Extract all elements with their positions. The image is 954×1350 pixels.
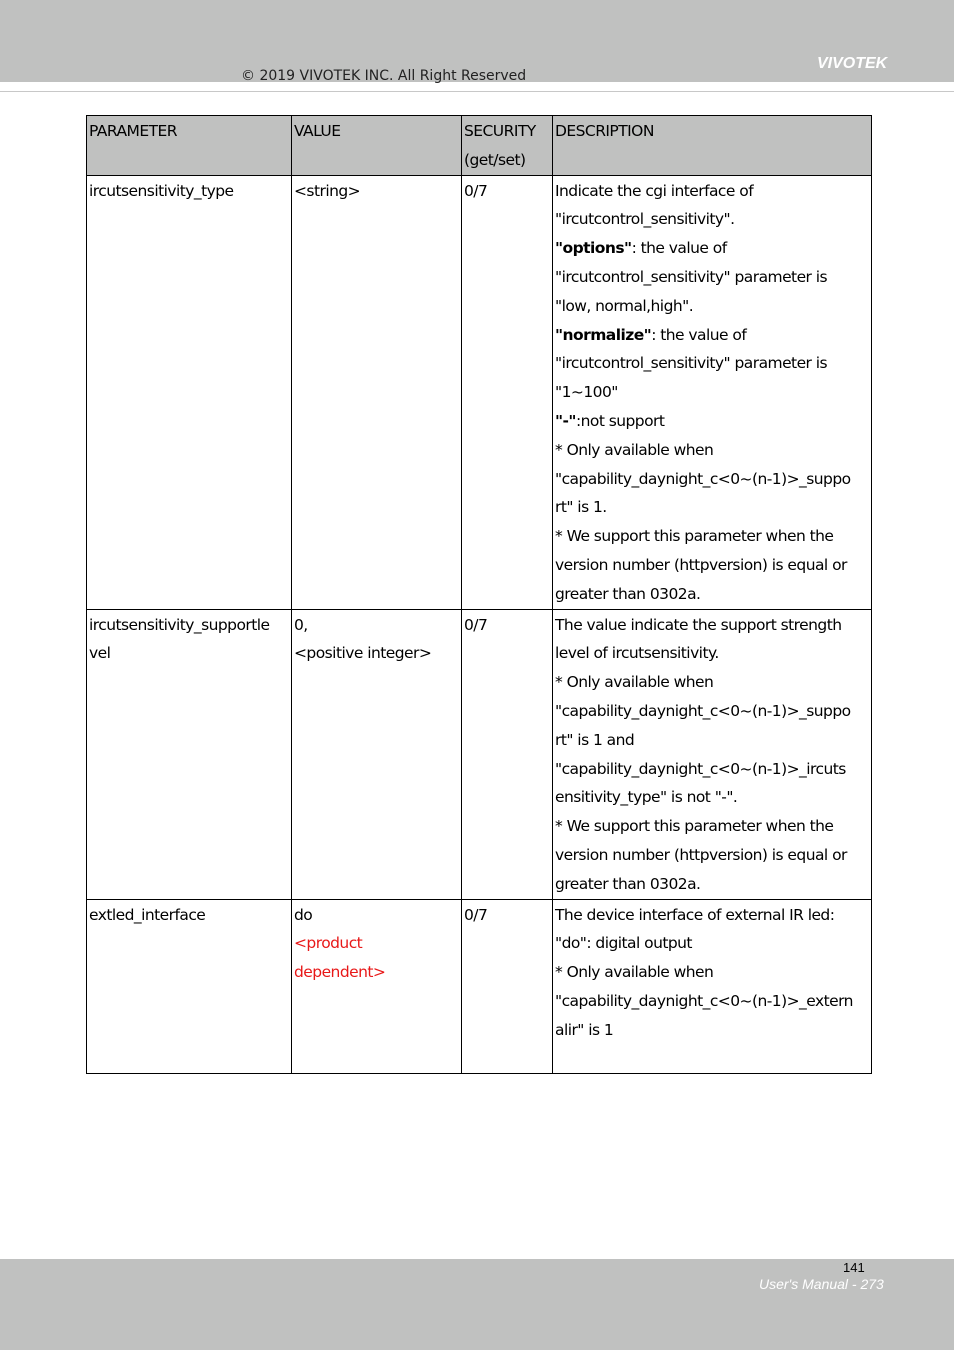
column-header-parameter: PARAMETER [87,116,292,176]
product-dependent-note: <product [294,934,363,953]
parameter-cell: ircutsensitivity_type [87,175,292,609]
product-dependent-note: dependent> [294,963,386,982]
footer-band [0,1259,954,1350]
header-divider [0,91,954,92]
value-cell: <string> [292,175,462,609]
copyright-text: © 2019 VIVOTEK INC. All Right Reserved [241,68,527,84]
table-row [87,175,872,609]
table-row [87,609,872,899]
manual-page-reference: User's Manual - 273 [759,1276,884,1292]
brand-logo-text: VIVOTEK [817,55,888,72]
security-cell: 0/7 [462,175,553,609]
value-cell: do <product dependent> [292,899,462,1073]
column-header-description: DESCRIPTION [553,116,872,176]
table-header-row [87,116,872,176]
security-cell: 0/7 [462,609,553,899]
parameter-table [86,115,872,1074]
security-cell: 0/7 [462,899,553,1073]
description-cell: Indicate the cgi interface of "ircutcontrol_sensitivity". "options": the value of "ircutcontrol_sensitivity" parameter is "low, normal,high". "normalize": the value of "ircutcontrol_sensitivity" parameter is "1~100" "-":not support * Only available when "capability_daynight_c<0~(n-1)>_suppo rt" is 1. * We support this parameter when the version number (httpversion) is equal or greater than 0302a. [553,175,872,609]
parameter-cell: ircutsensitivity_supportle vel [87,609,292,899]
column-header-value: VALUE [292,116,462,176]
table-row [87,899,872,1073]
column-header-security: SECURITY (get/set) [462,116,553,176]
description-cell: The device interface of external IR led: "do": digital output * Only available when "capability_daynight_c<0~(n-1)>_extern alir" is 1 [553,899,872,1073]
page-number: 141 [843,1260,865,1275]
parameter-cell: extled_interface [87,899,292,1073]
value-cell: 0, <positive integer> [292,609,462,899]
description-cell: The value indicate the support strength level of ircutsensitivity. * Only available when "capability_daynight_c<0~(n-1)>_suppo rt" is 1 and "capability_daynight_c<0~(n-1)>_ircuts ensitivity_type" is not "-". * We support this parameter when the version number (httpversion) is equal or greater than 0302a. [553,609,872,899]
